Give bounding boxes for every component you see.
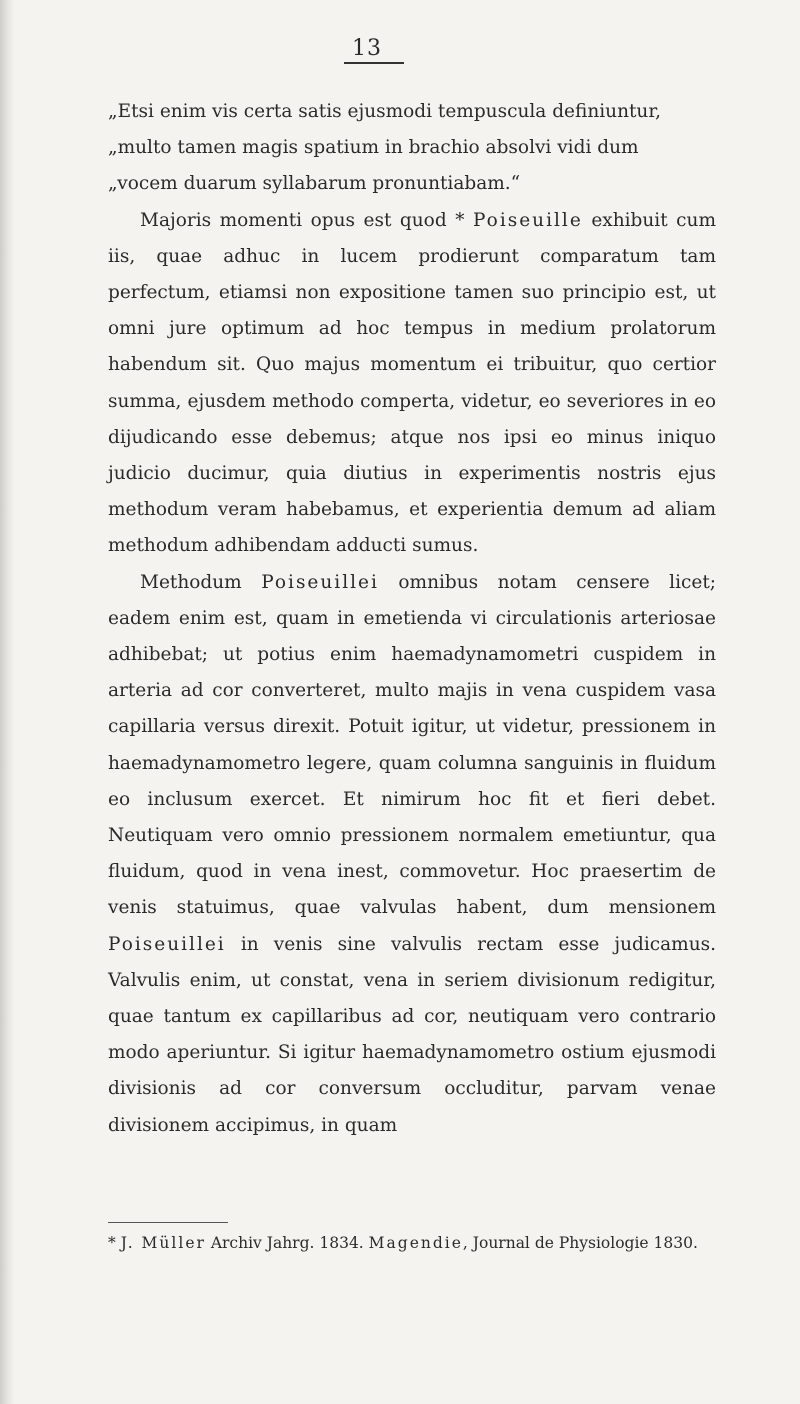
author-name: Poiseuillei [261, 571, 379, 593]
quote-line: „vocem duarum syllabarum pronuntiabam.“ [108, 173, 521, 195]
paragraph-poiseuille-opus: Majoris momenti opus est quod * Poiseuille exhibuit cum iis, quae adhuc in lucem prodierunt comparatum tam perfectum, etiamsi non expositione tamen suo principio est, ut omni jure optimum ad hoc tempus in medium prolatorum habendum sit. Quo majus momentum ei tribuitur, quo certior summa, ejusdem methodo comperta, videtur, eo severiores in eo dijudicando esse debemus; atque nos ipsi eo minus iniquo judicio ducimur, quia diutius in experimentis nostris ejus methodum veram habebamus, et experientia demum ad aliam methodum adhibendam adducti sumus. [108, 209, 716, 557]
paragraph-methodum: Methodum Poiseuillei omnibus notam censere licet; eadem enim est, quam in emetienda vi circulationis arteriosae adhibebat; ut potius enim haemadynamometri cuspidem in arteria ad cor converteret, multo majis in vena cuspidem vasa capillaria versus direxit. Potuit igitur, ut videtur, pressionem in haemadynamometro legere, quam columna sanguinis in fluidum eo inclusum exercet. Et nimirum hoc fit et fieri debet. Neutiquam vero omnio pressionem normalem emetiuntur, qua fluidum, quod in vena inest, commovetur. Hoc praesertim de venis statuimus, quae valvulas habent, dum mensionem Poiseuillei in venis sine valvulis rectam esse judicamus. Valvulis enim, ut constat, vena in seriem divisionum redigitur, quae tantum ex capillaribus ad cor, neutiquam vero contrario modo aperiuntur. Si igitur haemadynamometro ostium ejusmodi divisionis ad cor conversum occluditur, parvam venae divisionem accipimus, in quam [108, 571, 716, 1136]
quote-paragraph [108, 94, 716, 203]
footnote-marker: * [108, 1234, 116, 1252]
footnote-rule [108, 1222, 228, 1223]
quote-line: „multo tamen magis spatium in brachio absolvi vidi dum [108, 137, 639, 159]
body-text [108, 94, 716, 1144]
page-binding-edge [0, 0, 14, 1404]
author-name: Poiseuille [472, 209, 583, 231]
page-number: 13 [352, 36, 382, 61]
footnote: * J. Müller Archiv Jahrg. 1834. Magendie, Journal de Physiologie 1830. [108, 1234, 698, 1252]
footnote-author: J. Müller [120, 1234, 206, 1252]
author-name: Poiseuillei [108, 933, 226, 955]
footnote-author: Magendie [368, 1234, 463, 1252]
quote-line: „Etsi enim vis certa satis ejusmodi tempuscula definiuntur, [108, 101, 662, 122]
page-number-rule [344, 62, 404, 64]
